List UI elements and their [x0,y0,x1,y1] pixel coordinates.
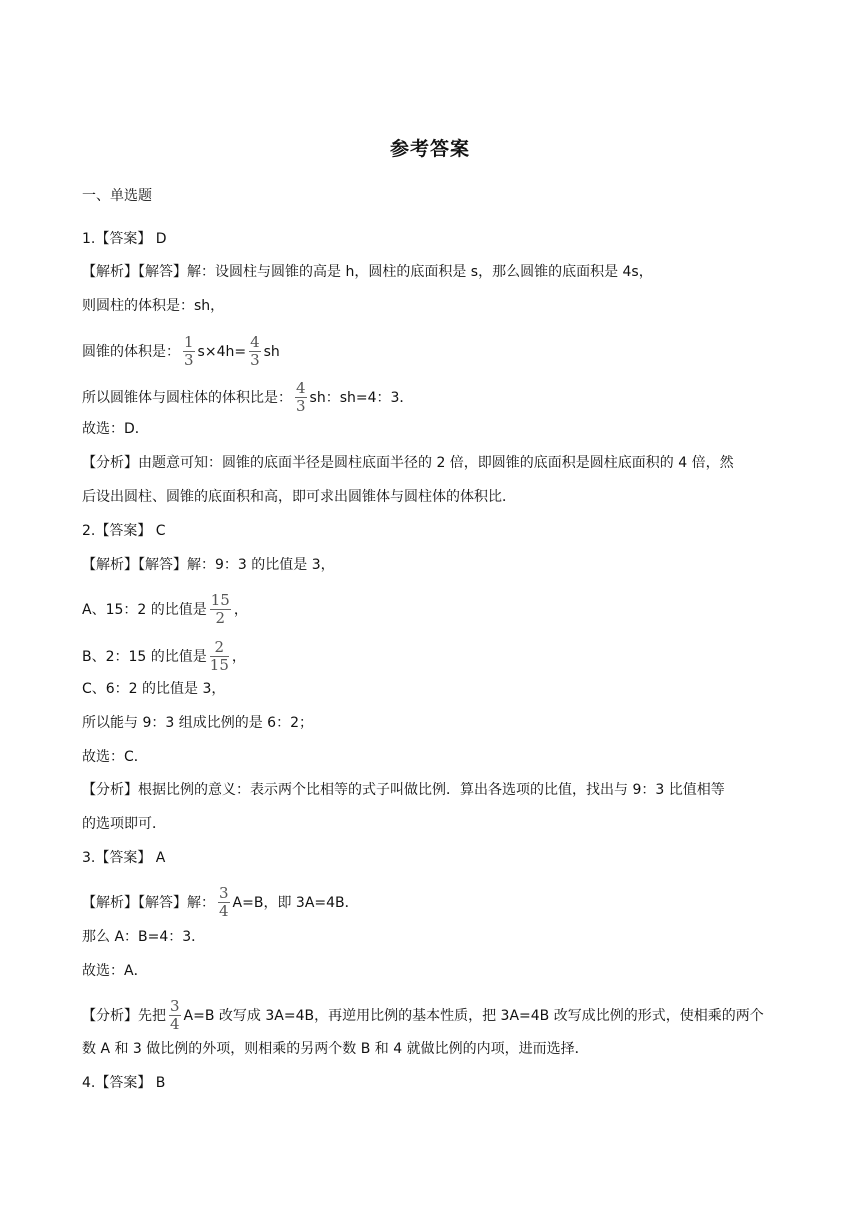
q3-text: 【分析】先把 [82,1007,166,1024]
q2-solution-line-3 [82,640,246,673]
fraction [218,886,230,919]
q2-solution-line-5: 所以能与 9：3 组成比例的是 6：2； [82,715,313,731]
q3-solution-line-2: 那么 A：B=4：3． [82,929,206,945]
q2-answer: 2.【答案】 C [82,523,166,539]
fraction [183,335,195,368]
q2-solution-line-1: 【解析】【解答】解：9：3 的比值是 3， [82,557,335,573]
q2-solution-line-2 [82,593,248,626]
section-heading: 一、单选题 [82,188,152,204]
fraction-numerator: 1 [184,333,194,351]
q1-text: 所以圆锥体与圆柱体的体积比是： [82,389,292,406]
q2-analysis-line-1: 【分析】根据比例的意义：表示两个比相等的式子叫做比例．算出各选项的比值，找出与 9：3 比值相等 [82,782,725,798]
fraction [210,640,229,673]
fraction-denominator: 3 [250,351,260,369]
fraction-denominator: 3 [296,397,306,415]
fraction-denominator: 2 [215,609,226,627]
q4-answer: 4.【答案】 B [82,1075,166,1091]
fraction-denominator: 4 [170,1015,180,1033]
fraction-numerator: 3 [219,884,229,902]
q1-solution-line-5: 故选：D． [82,421,149,437]
q2-text: ， [233,601,248,618]
fraction [210,593,231,626]
q2-text: ， [231,648,246,665]
q1-analysis-line-2: 后设出圆柱、圆锥的底面积和高，即可求出圆锥体与圆柱体的体积比． [82,489,516,505]
fraction [295,381,307,414]
fraction-denominator: 3 [184,351,194,369]
fraction-denominator: 15 [209,656,229,674]
q3-answer: 3.【答案】 A [82,850,166,866]
fraction-numerator: 4 [296,379,306,397]
fraction-numerator: 3 [170,997,180,1015]
q1-text: s×4h= [197,343,247,360]
fraction [169,999,181,1032]
q1-solution-line-1: 【解析】【解答】解：设圆柱与圆锥的高是 h，圆柱的底面积是 s，那么圆锥的底面积是 4s， [82,264,653,280]
fraction [249,335,261,368]
q1-text: 圆锥的体积是： [82,343,180,360]
fraction-denominator: 4 [219,902,229,920]
fraction-numerator: 15 [210,591,230,609]
q1-solution-line-3 [82,335,280,368]
q3-solution-line-1 [82,886,359,919]
q3-text: A=B 改写成 3A=4B，再逆用比例的基本性质，把 3A=4B 改写成比例的形式，使相乘的两个 [183,1007,764,1024]
q1-text: sh [263,343,280,360]
q2-solution-line-4: C、6：2 的比值是 3， [82,681,226,697]
q1-text: sh：sh=4：3． [309,389,414,406]
q3-text: 【解析】【解答】解： [82,894,215,911]
page-title: 参考答案 [389,138,470,160]
q2-analysis-line-2: 的选项即可． [82,816,166,832]
q3-analysis-line-1 [82,999,764,1032]
q1-solution-line-2: 则圆柱的体积是：sh， [82,298,225,314]
q1-answer: 1.【答案】 D [82,231,167,247]
q2-text: A、15：2 的比值是 [82,601,207,618]
q1-analysis-line-1: 【分析】由题意可知：圆锥的底面半径是圆柱底面半径的 2 倍，即圆锥的底面积是圆柱底面积的 4 倍，然 [82,455,734,471]
q3-solution-line-3: 故选：A． [82,963,148,979]
q3-text: A=B，即 3A=4B． [232,894,359,911]
q2-solution-line-6: 故选：C． [82,749,148,765]
q2-text: B、2：15 的比值是 [82,648,207,665]
q3-analysis-line-2: 数 A 和 3 做比例的外项，则相乘的另两个数 B 和 4 就做比例的内项，进而选择． [82,1041,589,1057]
fraction-numerator: 2 [214,638,225,656]
q1-solution-line-4 [82,381,413,414]
fraction-numerator: 4 [250,333,260,351]
